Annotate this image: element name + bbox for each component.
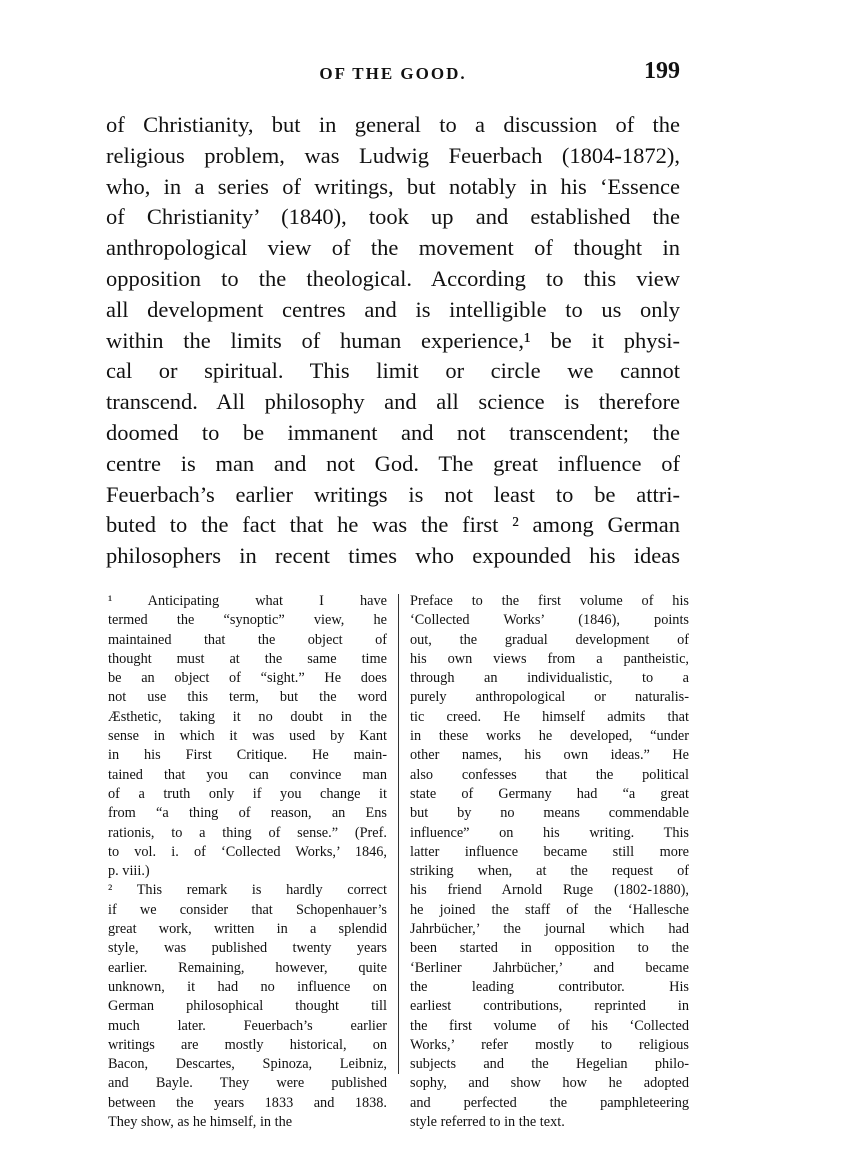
footnote-column-left <box>108 592 387 1132</box>
footnote-line: influence” on his writing. This <box>410 824 689 841</box>
footnote-line: ¹ Anticipating what I have <box>108 593 387 609</box>
page-number: 199 <box>644 58 680 84</box>
footnote-line: latter influence became still more <box>410 843 689 860</box>
running-head <box>106 58 680 92</box>
footnote-line: Preface to the first volume of his <box>410 593 689 609</box>
footnote-line: state of Germany had “a great <box>410 785 689 802</box>
footnote-line: through an individualistic, to a <box>410 670 689 687</box>
footnote-line: he joined the staff of the ‘Hallesche <box>410 901 689 918</box>
footnote-line: German philosophical thought till <box>108 998 387 1015</box>
footnote-line: Jahrbücher,’ the journal which had <box>410 921 689 938</box>
footnotes <box>108 592 689 1131</box>
footnote-line: from “a thing of reason, an Ens <box>108 805 387 822</box>
footnote-line: Bacon, Descartes, Spinoza, Leibniz, <box>108 1056 387 1073</box>
footnote-line: the first volume of his ‘Collected <box>410 1017 689 1034</box>
body-line: transcend. All philosophy and all science is therefore <box>106 389 680 415</box>
footnote-line: between the years 1833 and 1838. <box>108 1094 387 1111</box>
body-line: centre is man and not God. The great influence of <box>106 450 680 476</box>
footnote-line: been started in opposition to the <box>410 940 689 957</box>
body-line: within the limits of human experience,¹ be it physi- <box>106 327 680 353</box>
running-title: OF THE GOOD. <box>319 64 467 83</box>
footnote-line: of a truth only if you change it <box>108 785 387 802</box>
body-line: opposition to the theological. According to this view <box>106 265 680 291</box>
footnote-line: and Bayle. They were published <box>108 1075 387 1092</box>
body-line: cal or spiritual. This limit or circle we cannot <box>106 358 680 384</box>
footnote-line: in these works he developed, “under <box>410 728 689 745</box>
footnote-line: much later. Feuerbach’s earlier <box>108 1017 387 1034</box>
footnote-line: Æsthetic, taking it no doubt in the <box>108 708 387 725</box>
body-line: buted to the fact that he was the first ² among German <box>106 512 680 538</box>
footnote-line: termed the “synoptic” view, he <box>108 612 387 629</box>
footnote-line: ² This remark is hardly correct <box>108 882 387 899</box>
body-line: who, in a series of writings, but notably in his ‘Essence <box>106 173 680 199</box>
body-text <box>106 110 680 572</box>
body-line: Feuerbach’s earlier writings is not least to be attri- <box>106 481 680 507</box>
footnote-line: his friend Arnold Ruge (1802-1880), <box>410 882 689 899</box>
footnote-line: ‘Collected Works’ (1846), points <box>410 612 689 629</box>
footnote-line: also confesses that the political <box>410 766 689 783</box>
footnote-line: sophy, and show how he adopted <box>410 1075 689 1092</box>
body-line: anthropological view of the movement of thought in <box>106 235 680 261</box>
footnote-line: Works,’ refer mostly to religious <box>410 1036 689 1053</box>
body-line: religious problem, was Ludwig Feuerbach (1804-1872), <box>106 142 680 168</box>
body-line: philosophers in recent times who expounded his ideas <box>106 543 680 569</box>
footnote-line: tained that you can convince man <box>108 766 387 783</box>
footnote-line: They show, as he himself, in the <box>108 1114 293 1131</box>
footnote-line: style, was published twenty years <box>108 940 387 957</box>
footnote-line: style referred to in the text. <box>410 1114 565 1131</box>
footnote-line: the leading contributor. His <box>410 978 689 995</box>
footnote-line: subjects and the Hegelian philo- <box>410 1056 689 1073</box>
footnote-line: tic creed. He himself admits that <box>410 708 689 725</box>
body-line: of Christianity’ (1840), took up and established the <box>106 204 680 230</box>
footnote-line: other names, his own ideas.” He <box>410 747 689 764</box>
footnote-line: but by no means commendable <box>410 805 689 822</box>
footnote-line: out, the gradual development of <box>410 631 689 648</box>
body-line: doomed to be immanent and not transcendent; the <box>106 419 680 445</box>
footnote-line: earliest contributions, reprinted in <box>410 998 689 1015</box>
footnote-line: and perfected the pamphleteering <box>410 1094 689 1111</box>
footnote-line: in his First Critique. He main- <box>108 747 387 764</box>
body-line: of Christianity, but in general to a discussion of the <box>106 112 680 137</box>
footnote-line: rationis, to a thing of sense.” (Pref. <box>108 824 387 841</box>
footnote-line: sense in which it was used by Kant <box>108 728 387 745</box>
footnote-line: writings are mostly historical, on <box>108 1036 387 1053</box>
footnote-column-right <box>410 592 689 1132</box>
footnote-line: unknown, it had no influence on <box>108 978 387 995</box>
column-divider <box>398 594 399 1074</box>
footnote-line: if we consider that Schopenhauer’s <box>108 901 387 918</box>
footnote-line: his own views from a pantheistic, <box>410 650 689 667</box>
footnote-line: great work, written in a splendid <box>108 921 387 938</box>
footnote-line: purely anthropological or naturalis- <box>410 689 689 706</box>
body-line: all development centres and is intelligible to us only <box>106 296 680 322</box>
footnote-line: ‘Berliner Jahrbücher,’ and became <box>410 959 689 976</box>
footnote-line: earlier. Remaining, however, quite <box>108 959 387 976</box>
footnote-line: be an object of “sight.” He does <box>108 670 387 687</box>
footnote-line: not use this term, but the word <box>108 689 387 706</box>
footnote-line: p. viii.) <box>108 863 150 880</box>
footnote-line: thought must at the same time <box>108 650 387 667</box>
footnote-line: striking when, at the request of <box>410 863 689 880</box>
footnote-line: to vol. i. of ‘Collected Works,’ 1846, <box>108 843 387 860</box>
footnote-line: maintained that the object of <box>108 631 387 648</box>
